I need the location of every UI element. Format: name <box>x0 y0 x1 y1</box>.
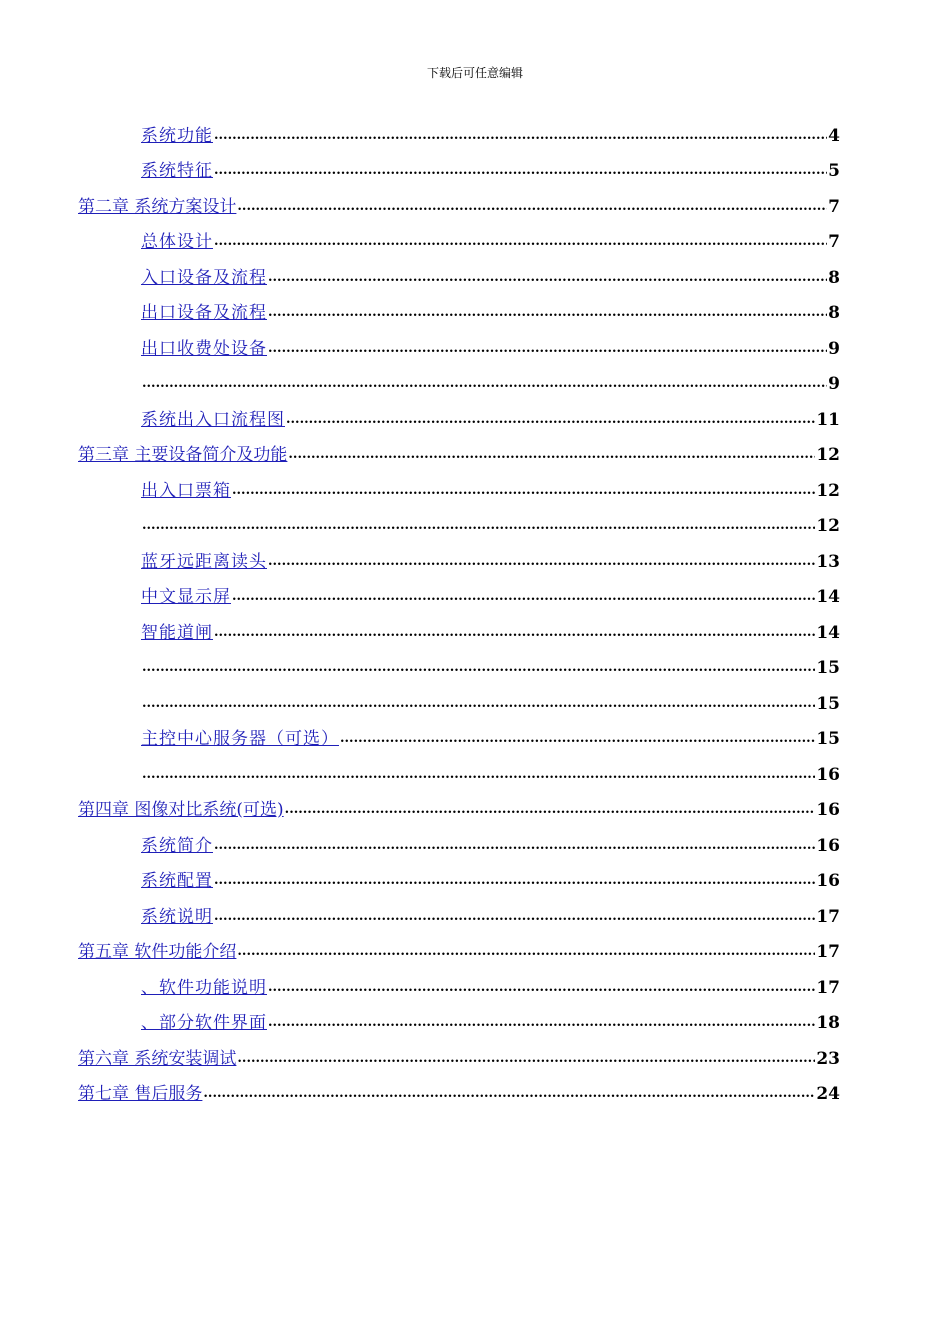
toc-dot-leader <box>232 484 815 498</box>
toc-page-number: 12 <box>816 445 840 465</box>
toc-entry-title-link[interactable]: 第六章 系统安装调试 <box>78 1048 237 1069</box>
toc-section-entry[interactable] <box>78 579 840 615</box>
toc-dot-leader <box>268 306 827 320</box>
toc-entry-title-link[interactable]: 系统功能 <box>141 125 213 146</box>
toc-section-entry[interactable] <box>78 756 840 792</box>
toc-section-entry[interactable] <box>78 295 840 331</box>
toc-page-number: 9 <box>828 338 840 359</box>
toc-dot-leader <box>214 235 827 249</box>
toc-page-number: 8 <box>828 303 840 323</box>
toc-entry-title-link[interactable]: 出口收费处设备 <box>141 338 267 359</box>
toc-section-entry[interactable] <box>78 153 840 189</box>
toc-page-number: 7 <box>828 196 840 217</box>
toc-chapter-entry[interactable] <box>78 792 840 828</box>
toc-dot-leader <box>142 697 815 711</box>
toc-page-number: 17 <box>816 977 840 998</box>
toc-entry-title-link[interactable]: 第三章 主要设备简介及功能 <box>78 445 288 465</box>
toc-page-number: 14 <box>816 622 840 643</box>
toc-section-entry[interactable] <box>78 969 840 1005</box>
toc-entry-title-link[interactable]: 智能道闸 <box>141 622 213 643</box>
toc-page-number: 16 <box>816 764 840 785</box>
toc-dot-leader <box>142 768 815 782</box>
toc-dot-leader <box>268 271 827 285</box>
toc-section-entry[interactable] <box>78 117 840 153</box>
toc-dot-leader <box>340 732 815 746</box>
toc-page-number: 17 <box>816 906 840 927</box>
table-of-contents <box>78 117 840 1111</box>
toc-section-entry[interactable] <box>78 898 840 934</box>
toc-entry-title-link[interactable]: 入口设备及流程 <box>141 267 267 288</box>
toc-section-entry[interactable] <box>78 366 840 402</box>
toc-section-entry[interactable] <box>78 863 840 899</box>
toc-dot-leader <box>142 661 815 675</box>
toc-page-number: 15 <box>816 729 840 749</box>
toc-entry-title-link[interactable]: 系统特征 <box>141 161 213 181</box>
toc-entry-title-link[interactable]: 第七章 售后服务 <box>78 1084 203 1104</box>
toc-dot-leader <box>203 1087 815 1101</box>
toc-dot-leader <box>285 803 816 817</box>
toc-page-number: 18 <box>816 1013 840 1033</box>
toc-page-number: 16 <box>816 835 840 856</box>
toc-dot-leader <box>286 413 815 427</box>
toc-chapter-entry[interactable] <box>78 934 840 970</box>
toc-dot-leader <box>237 945 815 959</box>
toc-page-number: 24 <box>816 1084 840 1104</box>
toc-section-entry[interactable] <box>78 401 840 437</box>
toc-page-number: 23 <box>816 1048 840 1069</box>
toc-dot-leader <box>214 910 815 924</box>
toc-entry-title-link[interactable]: 系统出入口流程图 <box>141 409 285 430</box>
toc-page-number: 12 <box>816 516 840 536</box>
toc-entry-title-link[interactable]: 系统说明 <box>141 906 213 927</box>
toc-dot-leader <box>237 200 827 214</box>
toc-section-entry[interactable] <box>78 685 840 721</box>
toc-entry-title-link[interactable]: 、软件功能说明 <box>141 977 267 998</box>
toc-dot-leader <box>268 555 815 569</box>
toc-page-number: 17 <box>816 942 840 962</box>
toc-section-entry[interactable] <box>78 472 840 508</box>
toc-dot-leader <box>268 1016 815 1030</box>
toc-entry-title-link[interactable]: 蓝牙远距离读头 <box>141 551 267 572</box>
toc-section-entry[interactable] <box>78 224 840 260</box>
toc-page-number: 7 <box>828 232 840 252</box>
toc-section-entry[interactable] <box>78 721 840 757</box>
toc-page-number: 15 <box>816 658 840 678</box>
toc-entry-title-link[interactable]: 中文显示屏 <box>141 587 231 607</box>
toc-dot-leader <box>214 626 815 640</box>
toc-chapter-entry[interactable] <box>78 1076 840 1112</box>
toc-chapter-entry[interactable] <box>78 188 840 224</box>
toc-chapter-entry[interactable] <box>78 1040 840 1076</box>
toc-section-entry[interactable] <box>78 614 840 650</box>
toc-entry-title-link[interactable]: 出口设备及流程 <box>141 303 267 323</box>
toc-entry-title-link[interactable]: 第二章 系统方案设计 <box>78 196 237 217</box>
toc-entry-title-link[interactable]: 总体设计 <box>141 232 213 252</box>
toc-page-number: 16 <box>816 800 840 820</box>
toc-dot-leader <box>288 448 815 462</box>
toc-page-number: 12 <box>816 480 840 501</box>
toc-section-entry[interactable] <box>78 650 840 686</box>
toc-page-number: 15 <box>816 693 840 714</box>
toc-dot-leader <box>214 839 815 853</box>
toc-section-entry[interactable] <box>78 1005 840 1041</box>
toc-section-entry[interactable] <box>78 330 840 366</box>
toc-dot-leader <box>214 129 827 143</box>
toc-page-number: 14 <box>816 587 840 607</box>
toc-section-entry[interactable] <box>78 259 840 295</box>
toc-dot-leader <box>237 1052 815 1066</box>
toc-dot-leader <box>214 874 815 888</box>
toc-entry-title-link[interactable]: 系统简介 <box>141 835 213 856</box>
toc-chapter-entry[interactable] <box>78 437 840 473</box>
toc-page-number: 9 <box>828 374 840 394</box>
toc-entry-title-link[interactable]: 第五章 软件功能介绍 <box>78 942 237 962</box>
toc-dot-leader <box>232 590 815 604</box>
toc-entry-title-link[interactable]: 主控中心服务器（可选） <box>141 729 339 749</box>
page-header: 下载后可任意编辑 <box>426 66 523 80</box>
toc-entry-title-link[interactable]: 、部分软件界面 <box>141 1013 267 1033</box>
toc-section-entry[interactable] <box>78 827 840 863</box>
toc-entry-title-link[interactable]: 系统配置 <box>141 871 213 891</box>
toc-section-entry[interactable] <box>78 508 840 544</box>
toc-page-number: 16 <box>816 871 840 891</box>
toc-page-number: 8 <box>828 267 840 288</box>
toc-entry-title-link[interactable]: 第四章 图像对比系统(可选) <box>78 800 284 820</box>
toc-dot-leader <box>142 377 827 391</box>
toc-dot-leader <box>268 981 815 995</box>
toc-section-entry[interactable] <box>78 543 840 579</box>
toc-dot-leader <box>268 342 827 356</box>
toc-page-number: 11 <box>816 409 840 430</box>
toc-page-number: 13 <box>816 551 840 572</box>
toc-entry-title-link[interactable]: 出入口票箱 <box>141 480 231 501</box>
toc-dot-leader <box>214 164 827 178</box>
toc-page-number: 5 <box>828 161 840 181</box>
toc-page-number: 4 <box>828 125 840 146</box>
toc-dot-leader <box>142 519 815 533</box>
